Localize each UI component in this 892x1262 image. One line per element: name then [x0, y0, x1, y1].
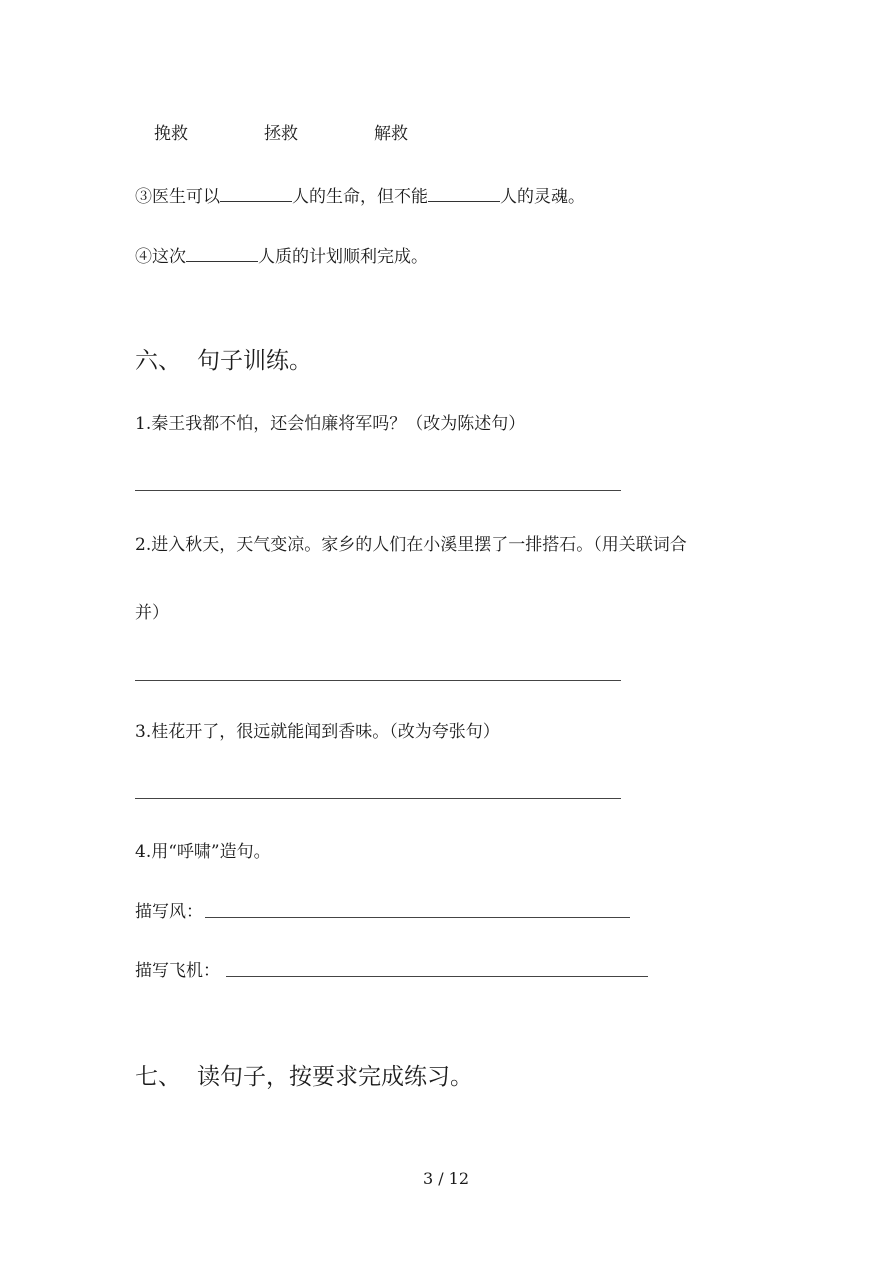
question-3-part-c: 人的灵魂。: [500, 187, 585, 207]
word-option-jiejiu: 解救: [374, 124, 408, 144]
word-option-zhengjiu: 拯救: [264, 124, 298, 144]
word-option-wanjiu: 挽救: [154, 124, 188, 144]
page-number: 3 / 12: [422, 1169, 470, 1188]
question-3: [135, 183, 585, 209]
answer-line-plane[interactable]: [226, 976, 648, 977]
item-2-prompt-line-2: 并）: [135, 603, 169, 623]
section-6-heading: [135, 346, 312, 376]
item-1-prompt: 1.秦王我都不怕，还会怕廉将军吗？（改为陈述句）: [135, 414, 526, 434]
item-3-prompt: 3.桂花开了，很远就能闻到香味。（改为夸张句）: [135, 722, 500, 742]
answer-line-3[interactable]: [135, 798, 621, 799]
blank-2[interactable]: [428, 183, 500, 202]
section-6-number: 六、: [135, 348, 181, 374]
item-4-prompt: 4.用“呼啸”造句。: [135, 842, 271, 862]
blank-1[interactable]: [220, 183, 292, 202]
section-6-title: 句子训练。: [197, 348, 312, 374]
word-options: [154, 122, 408, 146]
section-7-number: 七、: [135, 1064, 181, 1090]
question-3-part-a: ③医生可以: [135, 187, 220, 207]
item-4-plane-label: 描写飞机：: [135, 961, 220, 981]
answer-line-1[interactable]: [135, 490, 621, 491]
section-7-title: 读句子，按要求完成练习。: [197, 1064, 473, 1090]
answer-line-wind[interactable]: [205, 917, 630, 918]
answer-line-2[interactable]: [135, 680, 621, 681]
item-2-prompt-line-1: 2.进入秋天，天气变凉。家乡的人们在小溪里摆了一排搭石。（用关联词合: [135, 535, 687, 555]
blank-3[interactable]: [186, 243, 258, 262]
question-4: [135, 243, 428, 269]
question-3-part-b: 人的生命，但不能: [292, 187, 428, 207]
section-7-heading: [135, 1062, 473, 1092]
question-4-part-b: 人质的计划顺利完成。: [258, 247, 428, 267]
item-4-wind-label: 描写风：: [135, 902, 203, 922]
question-4-part-a: ④这次: [135, 247, 186, 267]
